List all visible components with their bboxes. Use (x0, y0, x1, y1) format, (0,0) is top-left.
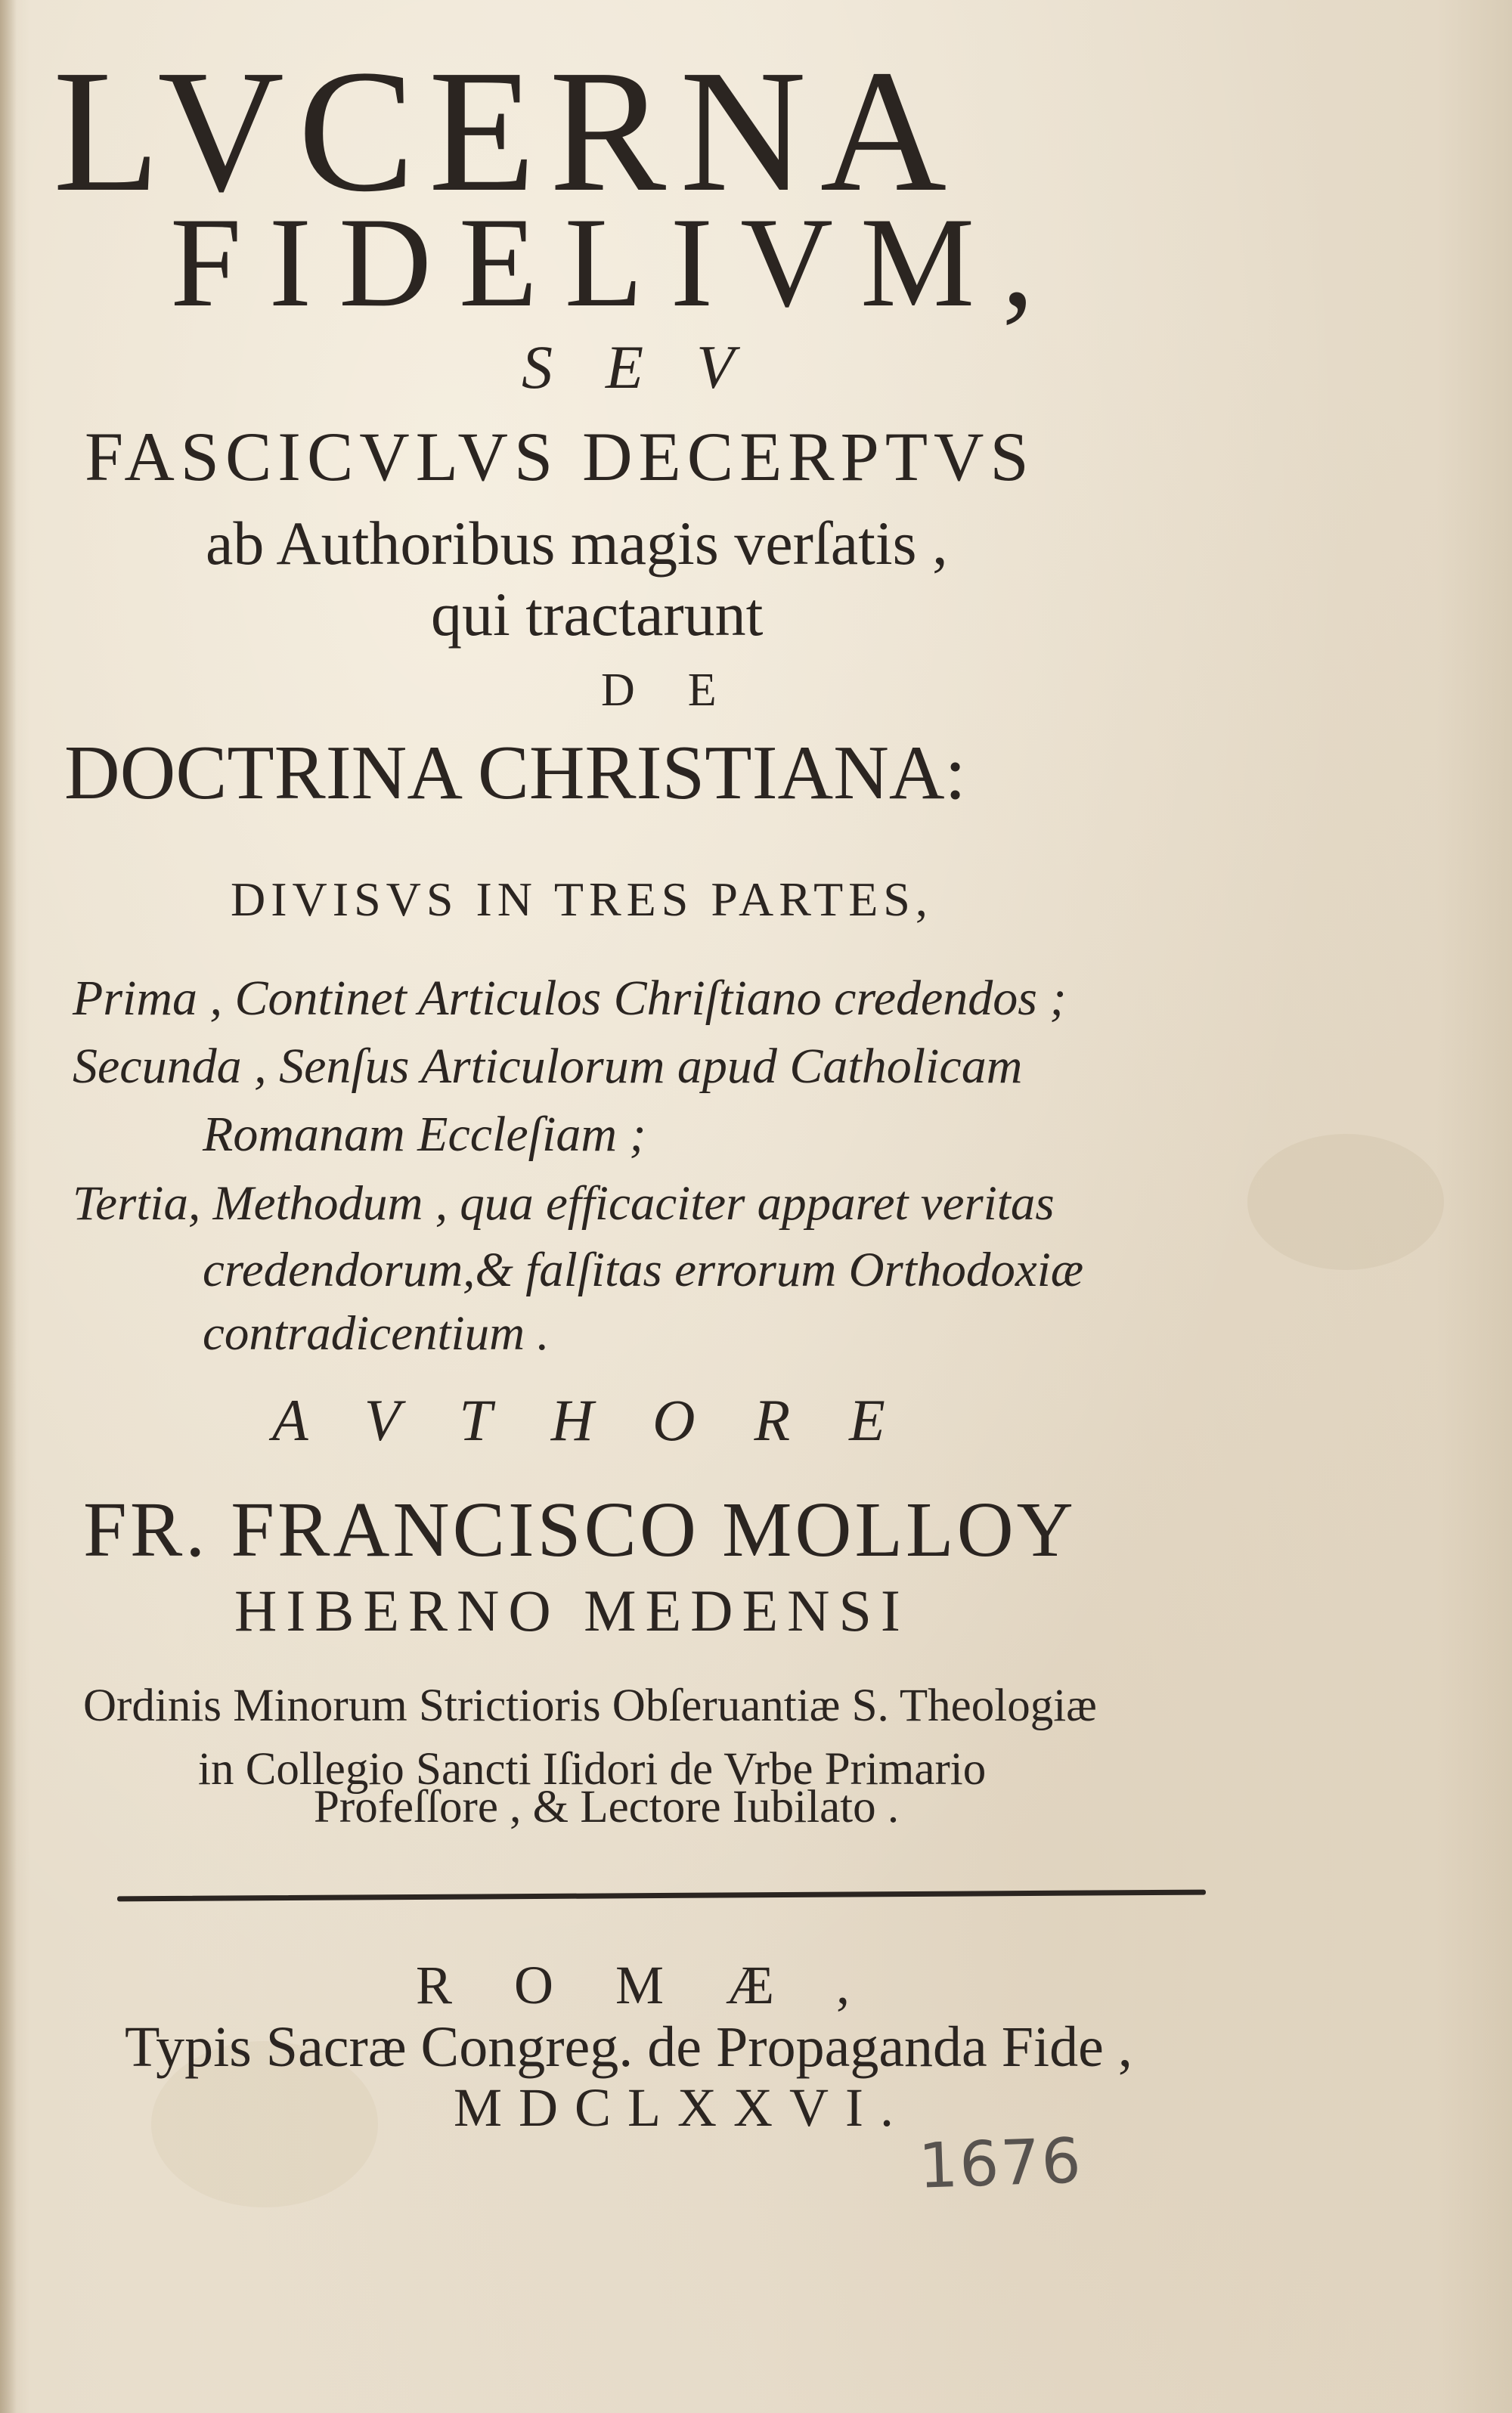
division-tertia-1: Tertia, Methodum , qua efficaciter apparet veritas (73, 1176, 1055, 1231)
title-line-2: FIDELIVM, (170, 191, 1061, 333)
page-edge-shadow (0, 0, 17, 2413)
subtitle-line-5: DOCTRINA CHRISTIANA: (64, 730, 966, 816)
author-description-2: in Collegio Sancti Iſidori de Vrbe Primario (198, 1744, 987, 1795)
division-tertia-3: contradicentium . (203, 1306, 550, 1361)
title-line-3: SEV (522, 333, 788, 401)
division-prima: Prima , Continet Articulos Chriſtiano credendos ; (73, 971, 1067, 1026)
imprint-city: ROMÆ, (416, 1955, 912, 2015)
subtitle-line-3: qui tractarunt (431, 580, 764, 649)
paper-stain (1247, 1134, 1444, 1270)
division-secunda-2: Romanam Eccleſiam ; (203, 1107, 646, 1162)
author-label: AVTHORE (272, 1387, 944, 1453)
handwritten-year-note: 1676 (917, 2125, 1084, 2203)
horizontal-rule (117, 1890, 1206, 1902)
author-description-3: Profeſſore , & Lectore Iubilato . (314, 1782, 900, 1832)
author-description-1: Ordinis Minorum Strictioris Obſeruantiæ S. Theologiæ (83, 1680, 1097, 1731)
subtitle-line-4: DE (601, 664, 770, 716)
imprint-year: MDCLXXVI. (454, 2077, 910, 2138)
division-secunda-1: Secunda , Senſus Articulorum apud Catholicam (73, 1039, 1023, 1094)
title-line-1: LVCERNA (53, 34, 961, 228)
division-tertia-2: credendorum,& falſitas errorum Orthodoxiæ (203, 1243, 1084, 1297)
author-name: FR. FRANCISCO MOLLOY (83, 1486, 1077, 1573)
author-origin: HIBERNO MEDENSI (234, 1578, 909, 1643)
subtitle-line-1: FASCICVLVS DECERPTVS (85, 418, 1035, 495)
subtitle-line-2: ab Authoribus magis verſatis , (206, 509, 948, 578)
division-heading: DIVISVS IN TRES PARTES, (231, 872, 933, 926)
imprint-printer: Typis Sacræ Congreg. de Propaganda Fide , (125, 2015, 1132, 2079)
